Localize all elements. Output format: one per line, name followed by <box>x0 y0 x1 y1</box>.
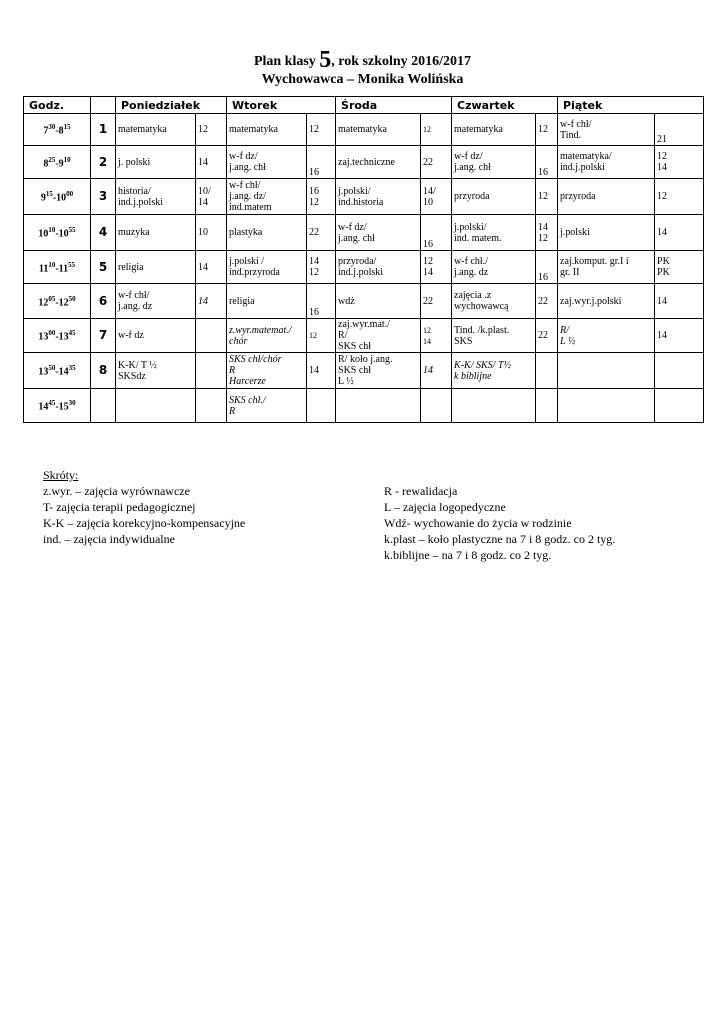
room-cell: 14 <box>421 353 452 389</box>
teacher-line: Wychowawca – Monika Wolińska <box>261 72 464 87</box>
end-h: 10 <box>58 228 69 240</box>
title-suffix: , rok szkolny 2016/2017 <box>331 54 472 69</box>
end-h: 9 <box>58 158 64 170</box>
subject-cell: j.polski / ind.przyroda <box>227 251 307 284</box>
time-separator: - <box>55 125 59 137</box>
lesson-number: 4 <box>91 215 116 251</box>
start-m: 10 <box>48 260 56 269</box>
subject-cell: Tind. /k.plast. SKS <box>452 319 536 353</box>
room-cell: 22 <box>421 284 452 319</box>
room-cell: 14 <box>196 251 227 284</box>
start-h: 12 <box>38 297 49 309</box>
subject-cell: matematyka <box>336 114 421 146</box>
time-separator: - <box>55 263 59 275</box>
lesson-row <box>24 389 704 423</box>
end-h: 14 <box>58 366 69 378</box>
subject-cell: w-f dz/ j.ang. chł <box>336 215 421 251</box>
room-cell: 14 12 <box>307 251 336 284</box>
lesson-time <box>24 179 91 215</box>
lesson-row <box>24 251 704 284</box>
subject-cell: przyroda/ ind.j.polski <box>336 251 421 284</box>
lesson-number <box>91 389 116 423</box>
time-separator: - <box>55 331 59 343</box>
end-m: 50 <box>68 294 76 303</box>
abbreviations-right <box>384 483 615 563</box>
room-cell: 16 <box>307 284 336 319</box>
start-m: 00 <box>48 329 56 338</box>
lesson-time <box>24 284 91 319</box>
subject-cell <box>452 389 536 423</box>
subject-cell: przyroda <box>452 179 536 215</box>
page-title <box>0 47 725 73</box>
room-cell: 14 <box>655 319 704 353</box>
abbreviation-item: ind. – zajęcia indywidualne <box>43 532 175 546</box>
subject-cell: zaj.techniczne <box>336 146 421 179</box>
end-h: 13 <box>58 331 69 343</box>
lesson-number: 7 <box>91 319 116 353</box>
time-separator: - <box>55 158 59 170</box>
subject-cell: zaj.komput. gr.I i gr. II <box>558 251 655 284</box>
end-h: 11 <box>58 263 69 275</box>
header-monday: Poniedziałek <box>116 97 227 114</box>
start-m: 10 <box>48 226 56 235</box>
room-cell: 16 <box>307 146 336 179</box>
start-h: 7 <box>43 125 49 137</box>
abbreviation-item: K-K – zajęcia korekcyjno-kompensacyjne <box>43 516 246 530</box>
end-h: 15 <box>58 401 69 413</box>
subject-cell: w-f chł/ j.ang. dz <box>116 284 196 319</box>
lesson-row <box>24 114 704 146</box>
end-h: 10 <box>56 192 67 204</box>
lesson-number: 3 <box>91 179 116 215</box>
lesson-row <box>24 179 704 215</box>
subject-cell: muzyka <box>116 215 196 251</box>
lesson-number: 5 <box>91 251 116 284</box>
end-m: 45 <box>68 329 76 338</box>
subject-cell: w-f dz/ j.ang. chł <box>227 146 307 179</box>
lesson-time <box>24 319 91 353</box>
room-cell: 10/ 14 <box>196 179 227 215</box>
end-m: 55 <box>68 226 76 235</box>
lesson-row <box>24 146 704 179</box>
subject-cell: R/ L ½ <box>558 319 655 353</box>
header-hours: Godz. <box>24 97 91 114</box>
header-wednesday: Środa <box>336 97 452 114</box>
start-h: 10 <box>38 228 49 240</box>
start-m: 45 <box>48 399 56 408</box>
subject-cell: j.polski/ ind. matem. <box>452 215 536 251</box>
lesson-row <box>24 319 704 353</box>
subject-cell: z.wyr.matemat./ chór <box>227 319 307 353</box>
lesson-time <box>24 389 91 423</box>
subject-cell: K-K/ T ½ SKSdz <box>116 353 196 389</box>
room-cell: 14 <box>655 284 704 319</box>
subject-cell: w-f dz <box>116 319 196 353</box>
subject-cell: SKS chł./ R <box>227 389 307 423</box>
room-cell: 14 12 <box>536 215 558 251</box>
lesson-number: 2 <box>91 146 116 179</box>
room-cell: 21 <box>655 114 704 146</box>
subject-cell: w-f chł./ j.ang. dz <box>452 251 536 284</box>
subject-cell: zaj.wyr.j.polski <box>558 284 655 319</box>
subject-cell: w-f chł/ Tind. <box>558 114 655 146</box>
subject-cell <box>558 353 655 389</box>
lesson-number: 8 <box>91 353 116 389</box>
room-cell: 14 <box>196 284 227 319</box>
header-row <box>24 97 704 114</box>
room-cell <box>536 353 558 389</box>
subject-cell: j. polski <box>116 146 196 179</box>
header-tuesday: Wtorek <box>227 97 336 114</box>
time-separator: - <box>55 228 59 240</box>
subject-cell <box>336 389 421 423</box>
room-cell: 16 <box>536 251 558 284</box>
room-cell <box>655 353 704 389</box>
lesson-time <box>24 114 91 146</box>
end-m: 55 <box>68 260 76 269</box>
start-h: 8 <box>43 158 49 170</box>
room-cell: 22 <box>536 319 558 353</box>
subject-cell: religia <box>116 251 196 284</box>
subject-cell: matematyka/ ind.j.polski <box>558 146 655 179</box>
subject-cell: R/ koło j.ang. SKS chł L ½ <box>336 353 421 389</box>
room-cell: 14 <box>196 146 227 179</box>
abbreviations-left <box>43 467 245 547</box>
room-cell: 22 <box>536 284 558 319</box>
lesson-row <box>24 215 704 251</box>
abbreviation-item: R - rewalidacja <box>384 484 458 498</box>
subject-cell: j.polski/ ind.historia <box>336 179 421 215</box>
room-cell: 12 14 <box>421 251 452 284</box>
start-m: 15 <box>45 190 53 199</box>
room-cell <box>196 389 227 423</box>
subject-cell: j.polski <box>558 215 655 251</box>
subject-cell: SKS chł/chór R Harcerze <box>227 353 307 389</box>
subject-cell: w-f dz/ j.ang. chł <box>452 146 536 179</box>
start-m: 50 <box>48 364 56 373</box>
room-cell <box>421 389 452 423</box>
start-h: 13 <box>38 366 49 378</box>
subject-cell: matematyka <box>116 114 196 146</box>
subject-cell: plastyka <box>227 215 307 251</box>
subject-cell: zajęcia .z wychowawcą <box>452 284 536 319</box>
class-number: 5 <box>319 47 332 73</box>
room-cell <box>655 389 704 423</box>
subject-cell: historia/ ind.j.polski <box>116 179 196 215</box>
abbreviation-item: z.wyr. – zajęcia wyrównawcze <box>43 484 190 498</box>
header-number <box>91 97 116 114</box>
room-cell: 22 <box>307 215 336 251</box>
start-h: 9 <box>40 192 46 204</box>
end-m: 00 <box>66 190 74 199</box>
end-h: 8 <box>58 125 64 137</box>
time-separator: - <box>52 192 57 204</box>
room-cell: 12 <box>307 319 336 353</box>
end-m: 10 <box>63 155 71 164</box>
lesson-time <box>24 215 91 251</box>
abbreviation-item: Wdź- wychowanie do życia w rodzinie <box>384 516 572 530</box>
subject-cell: zaj.wyr.mat./ R/ SKS chł <box>336 319 421 353</box>
room-cell: 12 <box>655 179 704 215</box>
subject-cell: matematyka <box>227 114 307 146</box>
room-cell: 12 <box>196 114 227 146</box>
room-cell: 22 <box>421 146 452 179</box>
lesson-row <box>24 284 704 319</box>
lesson-time <box>24 251 91 284</box>
subject-cell <box>116 389 196 423</box>
subject-cell: w-f chł/ j.ang. dz/ ind.matem <box>227 179 307 215</box>
lesson-number: 6 <box>91 284 116 319</box>
start-m: 30 <box>48 123 56 132</box>
room-cell: 10 <box>196 215 227 251</box>
start-m: 25 <box>48 155 56 164</box>
start-m: 05 <box>48 294 56 303</box>
room-cell: 12 <box>536 179 558 215</box>
room-cell: 14 <box>307 353 336 389</box>
room-cell: 16 <box>536 146 558 179</box>
room-cell: 12 14 <box>421 319 452 353</box>
time-separator: - <box>55 297 59 309</box>
lesson-time <box>24 146 91 179</box>
room-cell <box>196 319 227 353</box>
header-friday: Piątek <box>558 97 704 114</box>
title-prefix: Plan klasy <box>253 54 320 69</box>
subject-cell: matematyka <box>452 114 536 146</box>
abbreviations-heading: Skróty: <box>43 468 79 482</box>
end-m: 35 <box>68 364 76 373</box>
abbreviation-item: k.plast – koło plastyczne na 7 i 8 godz. co 2 tyg. <box>384 532 616 546</box>
subject-cell: wdż <box>336 284 421 319</box>
header-thursday: Czwartek <box>452 97 558 114</box>
start-h: 14 <box>38 401 49 413</box>
lesson-row <box>24 353 704 389</box>
subject-cell: religia <box>227 284 307 319</box>
abbreviation-item: T- zajęcia terapii pedagogicznej <box>43 500 196 514</box>
abbreviation-item: k.biblijne – na 7 i 8 godz. co 2 tyg. <box>384 548 552 562</box>
timetable <box>23 96 704 423</box>
start-h: 11 <box>38 263 49 275</box>
room-cell: 16 12 <box>307 179 336 215</box>
room-cell: PK PK <box>655 251 704 284</box>
room-cell: 12 14 <box>655 146 704 179</box>
room-cell: 16 <box>421 215 452 251</box>
room-cell: 14/ 10 <box>421 179 452 215</box>
room-cell <box>196 353 227 389</box>
end-m: 30 <box>68 399 76 408</box>
start-h: 13 <box>38 331 49 343</box>
lesson-number: 1 <box>91 114 116 146</box>
time-separator: - <box>55 366 59 378</box>
abbreviation-item: L – zajęcia logopedyczne <box>384 500 506 514</box>
lesson-time <box>24 353 91 389</box>
room-cell <box>307 389 336 423</box>
subject-cell: K-K/ SKS/ T½ k biblijne <box>452 353 536 389</box>
end-m: 15 <box>63 123 71 132</box>
subject-cell <box>558 389 655 423</box>
room-cell: 12 <box>421 114 452 146</box>
end-h: 12 <box>58 297 69 309</box>
room-cell <box>536 389 558 423</box>
subject-cell: przyroda <box>558 179 655 215</box>
room-cell: 12 <box>536 114 558 146</box>
room-cell: 12 <box>307 114 336 146</box>
room-cell: 14 <box>655 215 704 251</box>
time-separator: - <box>55 401 59 413</box>
